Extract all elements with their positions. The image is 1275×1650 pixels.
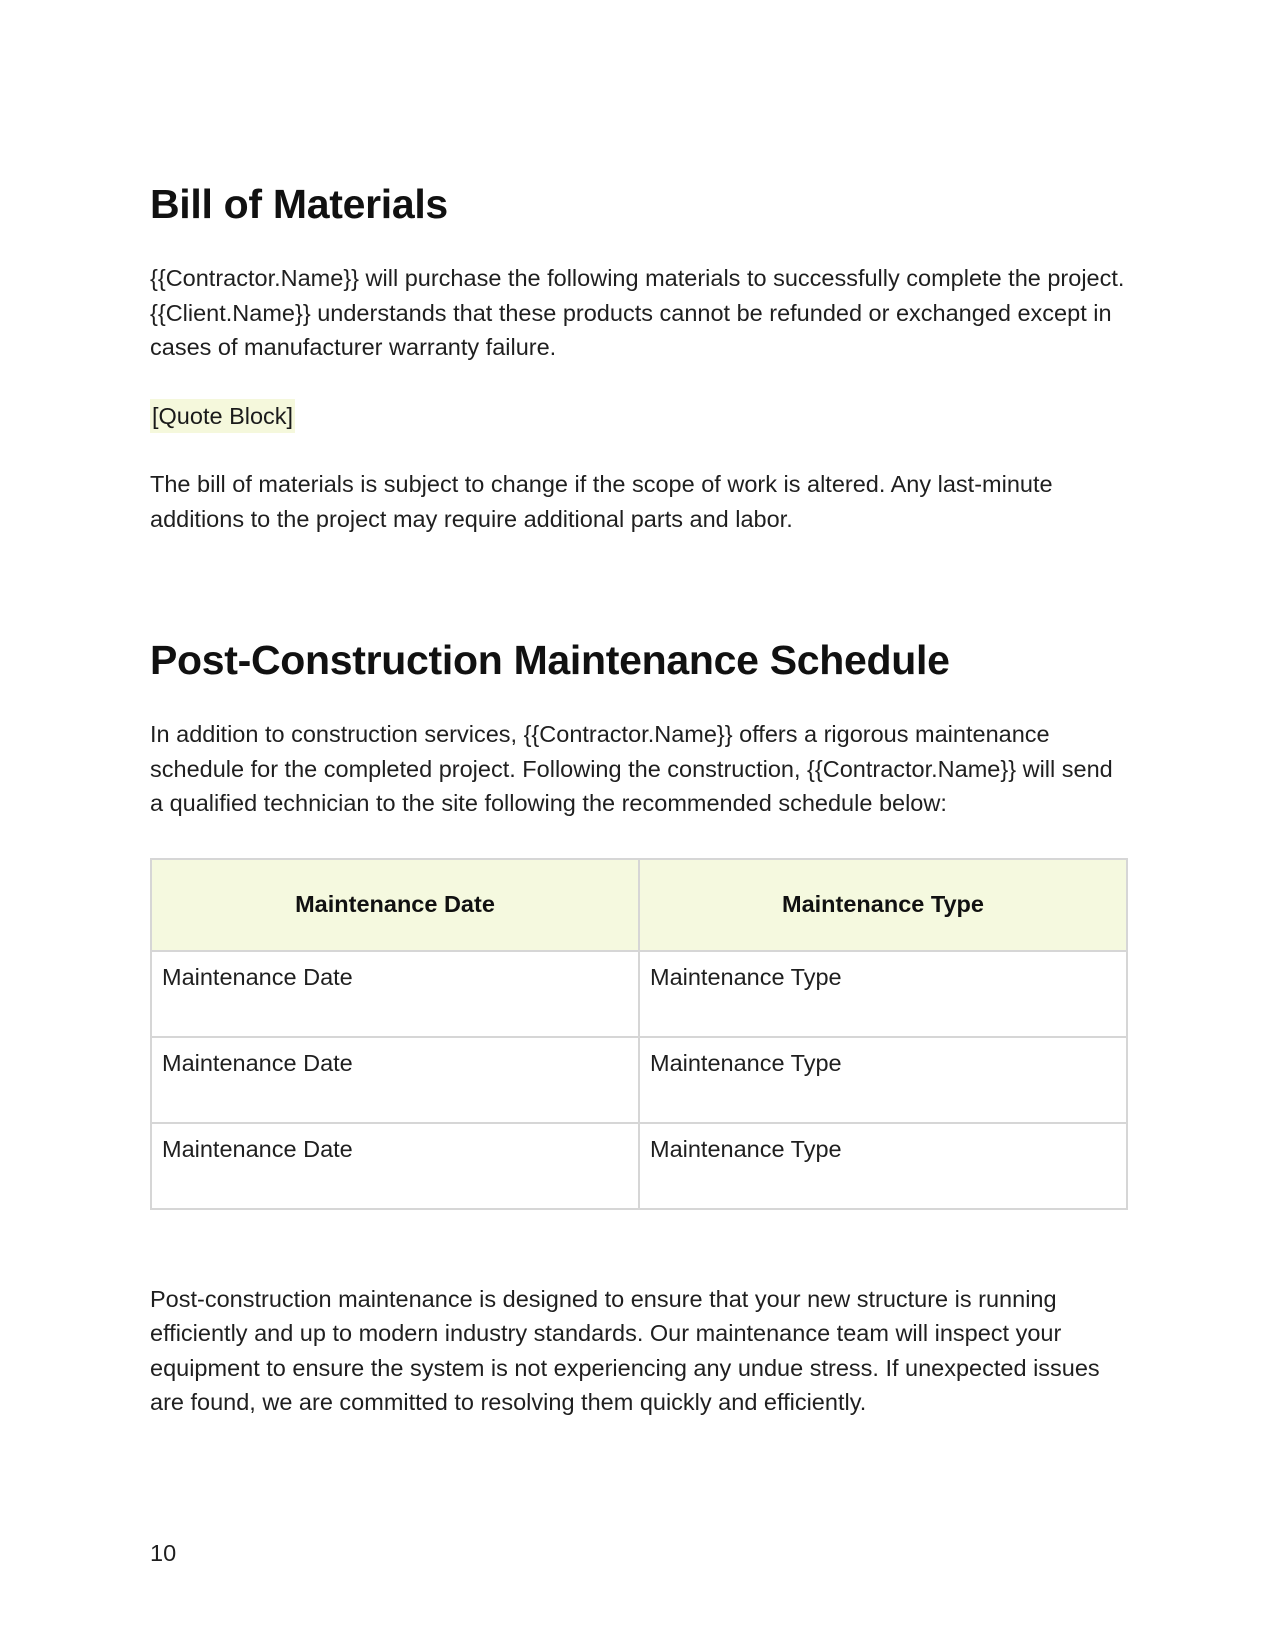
bill-of-materials-note: The bill of materials is subject to change if the scope of work is altered. Any last-minute additions to the project may require additional parts and labor. [150, 471, 1053, 532]
maintenance-heading: Post-Construction Maintenance Schedule [150, 637, 950, 684]
column-header-maintenance-type: Maintenance Type [639, 859, 1127, 951]
table-cell-type: Maintenance Type [639, 1037, 1127, 1123]
table-cell-date: Maintenance Date [151, 1037, 639, 1123]
maintenance-schedule-table [150, 858, 1128, 1210]
bill-of-materials-intro: {{Contractor.Name}} will purchase the following materials to successfully complete the project. {{Client.Name}} understands that these products cannot be refunded or exchanged except in cases of manufacturer warranty failure. [150, 265, 1125, 361]
table-row [151, 1037, 1127, 1123]
maintenance-intro: In addition to construction services, {{Contractor.Name}} offers a rigorous maintenance schedule for the completed project. Following the construction, {{Contractor.Name}} will send a qualified technician to the site following the recommended schedule below: [150, 721, 1113, 817]
table-cell-date: Maintenance Date [151, 1123, 639, 1209]
maintenance-note: Post-construction maintenance is designed to ensure that your new structure is running efficiently and up to modern industry standards. Our maintenance team will inspect your equipment to ensure the system is not experiencing any undue stress. If unexpected issues are found, we are committed to resolving them quickly and efficiently. [150, 1285, 1100, 1416]
table-row [151, 951, 1127, 1037]
page-number: 10 [150, 1540, 177, 1566]
table-cell-date: Maintenance Date [151, 951, 639, 1037]
table-cell-type: Maintenance Type [639, 951, 1127, 1037]
table-header-row [151, 859, 1127, 951]
page-content [150, 170, 1128, 1420]
bill-of-materials-section [150, 180, 1128, 536]
table-row [151, 1123, 1127, 1209]
column-header-maintenance-date: Maintenance Date [151, 859, 639, 951]
quote-block-placeholder: [Quote Block] [150, 399, 295, 434]
bill-of-materials-heading: Bill of Materials [150, 181, 448, 227]
maintenance-section [150, 636, 1128, 1420]
table-cell-type: Maintenance Type [639, 1123, 1127, 1209]
